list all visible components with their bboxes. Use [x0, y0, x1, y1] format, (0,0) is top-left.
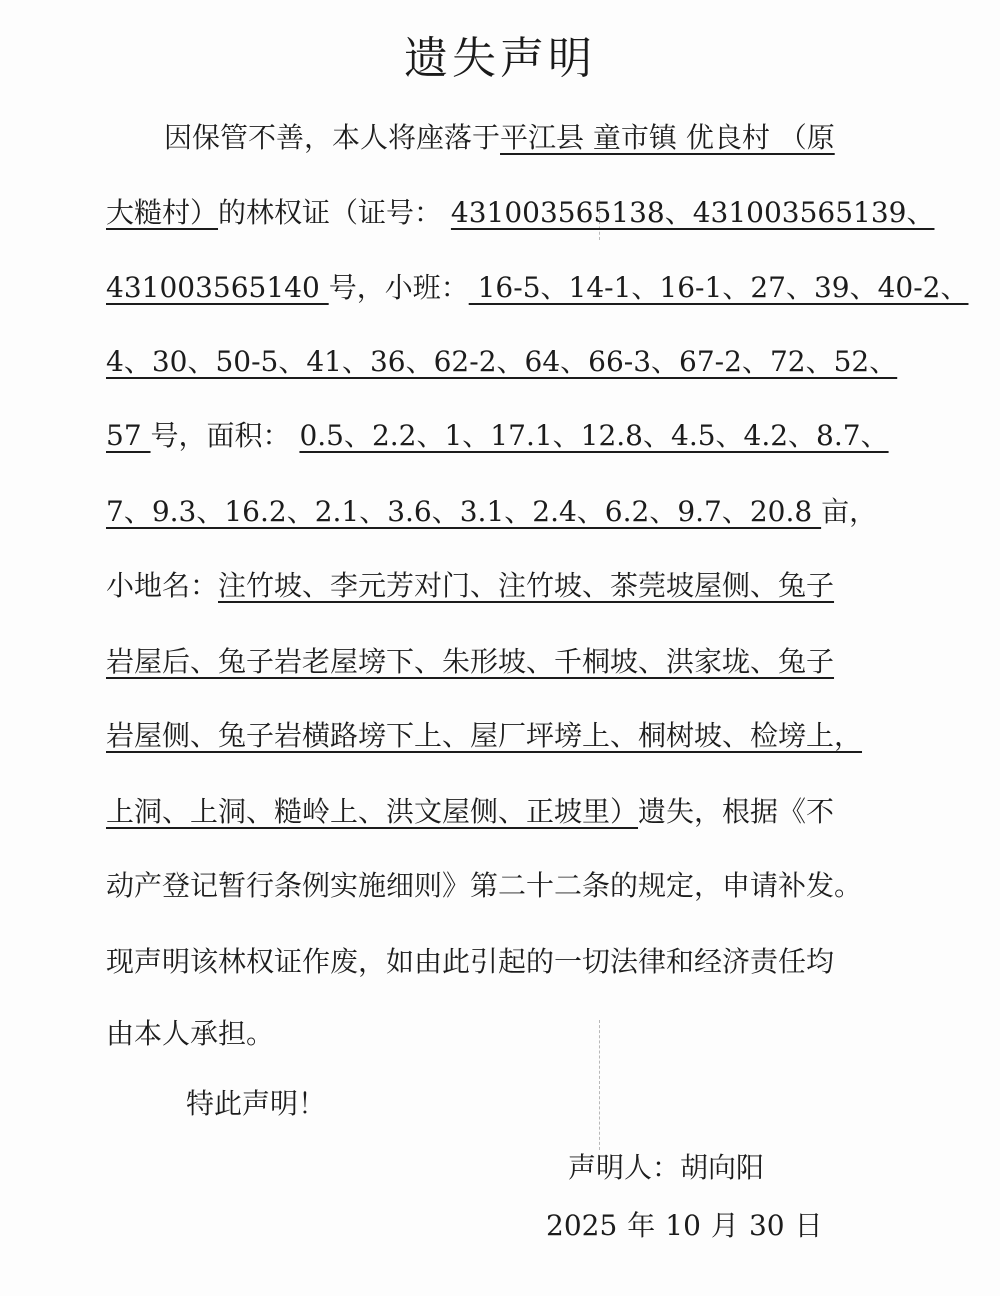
line-text: 亩， — [821, 495, 878, 528]
underlined-text: 上洞、上洞、糙岭上、洪文屋侧、正坡里） — [106, 795, 639, 828]
paragraph-line — [106, 940, 896, 984]
date-year-unit: 年 — [627, 1209, 656, 1242]
underlined-text: 岩屋后、兔子岩老屋塝下、朱形坡、千桐坡、洪家垅、兔子 — [106, 645, 835, 678]
line-text: 现声明该林权证作废，如由此引起的一切法律和经济责任均 — [106, 945, 835, 978]
paragraph-line — [106, 714, 896, 758]
paragraph-line — [106, 414, 896, 458]
line-text: 号，面积： — [150, 419, 300, 452]
line-text: 因保管不善，本人将座落于 — [164, 121, 501, 154]
date-month-unit: 月 — [710, 1209, 739, 1242]
underlined-text: 大糙村） — [106, 196, 219, 229]
date-day: 30 — [748, 1209, 785, 1242]
underlined-text: 57 — [106, 419, 151, 452]
paragraph-line — [106, 266, 969, 310]
underlined-text: 岩屋侧、兔子岩横路塝下上、屋厂坪塝上、桐树坡、检塝上， — [106, 719, 863, 752]
line-text: 由本人承担。 — [106, 1017, 275, 1050]
line-text: 特此声明！ — [186, 1087, 327, 1120]
paragraph-line — [164, 116, 888, 160]
underlined-text: 16-5、14-1、16-1、27、39、40-2、 — [468, 271, 969, 304]
paragraph-line — [106, 864, 896, 908]
paragraph-line — [106, 790, 896, 834]
line-text: 遗失，根据《不 — [638, 795, 835, 828]
closing-statement — [186, 1082, 586, 1126]
line-text: 小地名： — [106, 569, 219, 602]
paragraph-line — [106, 340, 896, 384]
paragraph-line — [106, 191, 935, 235]
paragraph-line — [106, 564, 896, 608]
date-month: 10 — [665, 1209, 701, 1242]
line-text: 动产登记暂行条例实施细则》第二十二条的规定，申请补发。 — [106, 869, 863, 902]
underlined-text: 4、30、50-5、41、36、62-2、64、66-3、67-2、72、52、 — [106, 345, 898, 378]
paragraph-line — [106, 490, 896, 534]
date-year: 2025 — [546, 1209, 618, 1242]
document-title: 遗失声明 — [404, 33, 596, 84]
signer: 声明人：胡向阳 — [568, 1151, 765, 1184]
underlined-text: 平江县 童市镇 优良村 （原 — [500, 121, 835, 154]
underlined-text: 431003565138、431003565139、 — [450, 196, 935, 229]
underlined-text: 注竹坡、李元芳对门、注竹坡、茶莞坡屋侧、兔子 — [218, 569, 835, 602]
signature-date — [546, 1204, 833, 1248]
line-text: 的林权证（证号： — [218, 196, 451, 229]
underlined-text: 0.5、2.2、1、17.1、12.8、4.5、4.2、8.7、 — [299, 419, 889, 452]
underlined-text: 431003565140 — [106, 271, 329, 304]
underlined-text: 7、9.3、16.2、2.1、3.6、3.1、2.4、6.2、9.7、20.8 — [106, 495, 822, 528]
paragraph-line — [106, 1012, 896, 1056]
paragraph-line — [106, 640, 896, 684]
line-text: 号，小班： — [328, 271, 469, 304]
date-day-unit: 日 — [794, 1209, 823, 1242]
